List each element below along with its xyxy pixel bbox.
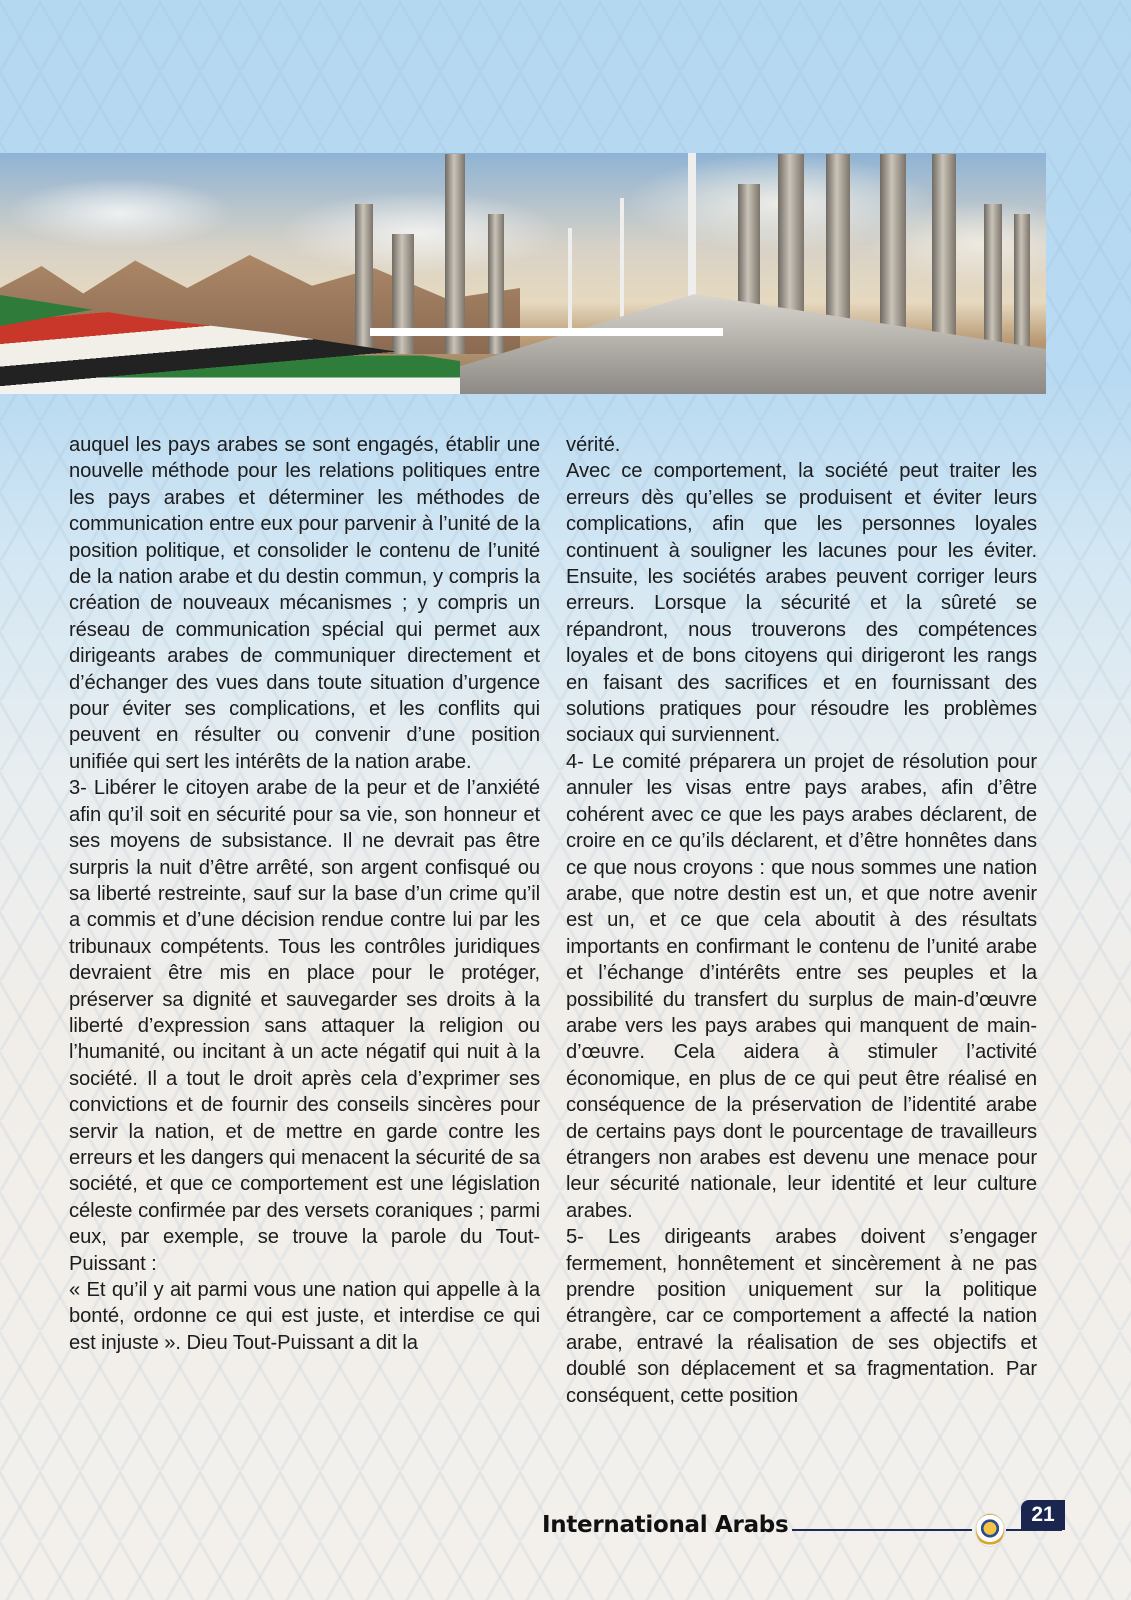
refinery-tower <box>932 154 956 354</box>
paragraph-item-5: 5- Les dirigeants arabes doivent s’engager fermement, honnêtement et sincèrement à ne pas prendre position uniquement sur la politique étrangère, car ce comportement a affecté la nation arabe, entravé la réalisation de ses objectifs et doublé son déplacement et sa fragmentation. Par conséquent, cette position <box>566 1226 1037 1407</box>
paragraph: auquel les pays arabes se sont engagés, établir une nouvelle méthode pour les relations politiques entre les pays arabes et déterminer les méthodes de communication entre eux pour parvenir à l’unité de la position politique, et consolider le contenu de l’unité de la nation arabe et du destin commun, y compris la création de nouveaux mécanismes ; y compris un réseau de communication spécial qui permet aux dirigeants arabes de communiquer directement et d’échanger des vues dans toute situation d’urgence pour éviter ses complications, et les conflits qui peuvent en résulter ou convenir d’une position unifiée qui sert les intérêts de la nation arabe. <box>69 434 540 773</box>
footer-rule <box>792 1529 972 1531</box>
paragraph-item-4: 4- Le comité préparera un projet de résolution pour annuler les visas entre pays arabes, afin d’être cohérent avec ce que les pays arabes déclarent, de croire en ce qu’ils déclarent, et d’être honnêtes dans ce que nous croyons : que nous sommes une nation arabe, que notre destin est un, et que notre avenir est un, et ce que cela aboutit à des résultats importants en confirmant le contenu de l’unité arabe et l’échange d’intérêts entre ses peuples et la possibilité du transfert du surplus de main-d’œuvre arabe vers les pays arabes qui manquent de main-d’œuvre. Cela aidera à stimuler l’activité économique, en plus de ce qui peut être réalisé en conséquence de la préservation de l’identité arabe de certains pays dont le pourcentage de travailleurs étrangers non arabes est devenu une menace pour leur sécurité nationale, leur identité et leur culture arabes. <box>566 750 1037 1222</box>
emblem-logo-icon <box>975 1513 1005 1547</box>
paragraph: vérité. <box>566 434 621 456</box>
article-body <box>69 432 1037 1409</box>
paragraph-item-3: 3- Libérer le citoyen arabe de la peur et de l’anxiété afin qu’il soit en sécurité pour sa vie, son honneur et ses moyens de subsistance. Il ne devrait pas être surpris la nuit d’être arrêté, son argent confisqué ou sa liberté restreinte, sauf sur la base d’un crime qu’il a commis et d’une décision rendue contre lui par les tribunaux compétents. Tous les contrôles juridiques devraient être mis en place pour le protéger, préserver sa dignité et sauvegarder ses droits à la liberté d’expression sans attaquer la religion ou l’humanité, ou incitant à un acte négatif qui nuit à la société. Il a tout le droit après cela d’exprimer ses convictions et de fournir des conseils sincères pour servir la nation, et de mettre en garde contre les erreurs et les dangers qui menacent la sécurité de sa société, et que ce comportement est une législation céleste confirmée par des versets coraniques ; parmi eux, par exemple, se trouve la parole du Tout-Puissant : <box>69 777 540 1275</box>
page-footer <box>540 1503 1070 1550</box>
page-number-badge: 21 <box>1021 1500 1065 1530</box>
paragraph: Avec ce comportement, la société peut traiter les erreurs dès qu’elles se produisent et éviter leurs complications, afin que les personnes loyales continuent à souligner les lacunes pour les éviter. Ensuite, les sociétés arabes peuvent corriger leurs erreurs. Lorsque la sécurité et la sûreté se répandront, nous trouverons des compétences loyales et de bons citoyens qui dirigeront les rangs en faisant des sacrifices et en fournissant des solutions pratiques pour résoudre les problèmes sociaux qui surviennent. <box>566 460 1037 747</box>
right-column <box>566 432 1037 1409</box>
refinery-tower <box>392 234 414 354</box>
banner-white-bar <box>370 328 723 336</box>
refinery-tower <box>445 154 465 354</box>
refinery-tower <box>1014 214 1030 354</box>
refinery-tower <box>984 204 1002 354</box>
header-banner-image <box>0 153 1046 394</box>
quote-paragraph: « Et qu’il y ait parmi vous une nation qui appelle à la bonté, ordonne ce qui est juste, et interdise ce qui est injuste ». Dieu Tout-Puissant a dit la <box>69 1279 540 1354</box>
left-column <box>69 432 540 1409</box>
publication-title: International Arabs <box>542 1512 789 1538</box>
